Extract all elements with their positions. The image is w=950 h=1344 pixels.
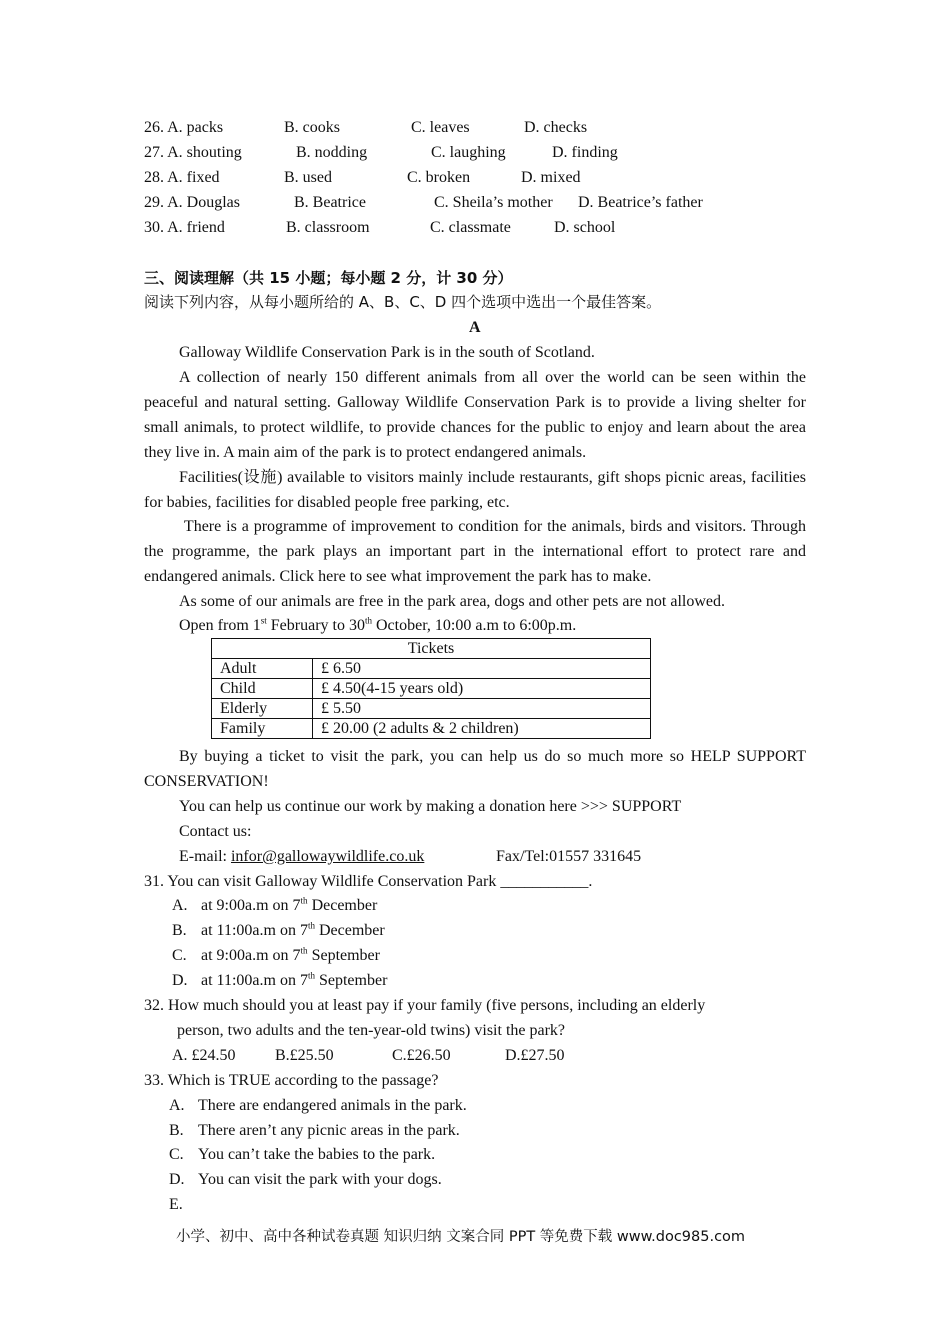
option-text: You can’t take the babies to the park.	[198, 1146, 436, 1163]
ticket-price: £ 20.00 (2 adults & 2 children)	[313, 719, 651, 739]
table-row	[212, 699, 651, 719]
choice-30-a: 30. A. friend	[144, 219, 225, 236]
table-row	[212, 719, 651, 739]
question-32-option-a: A. £24.50	[172, 1047, 236, 1064]
passage-paragraph-facilities: Facilities(设施) available to visitors mainly include restaurants, gift shops picnic areas, facilities for babies, facilities for disabled people free parking, etc.	[144, 469, 806, 511]
choice-29-b: B. Beatrice	[294, 194, 366, 211]
email-line: E-mail: infor@gallowaywildlife.co.uk	[179, 848, 425, 865]
choice-29-d: D. Beatrice’s father	[578, 194, 703, 211]
option-text: You can visit the park with your dogs.	[198, 1171, 442, 1188]
ticket-type: Family	[212, 719, 313, 739]
passage-intro: Galloway Wildlife Conservation Park is in the south of Scotland.	[179, 344, 595, 361]
option-label: A.	[169, 1097, 185, 1114]
passage-paragraph-aim: A collection of nearly 150 different animals from all over the world can be seen within the peaceful and natural setting. Galloway Wildlife Conservation Park is to provide a living shelter for small animals, to protect wildlife, to provide chances for the public to enjoy and learn about the area they live in. A main aim of the park is to protect endangered animals.	[144, 369, 806, 461]
fax-tel: Fax/Tel:01557 331645	[496, 848, 642, 865]
ticket-type: Adult	[212, 659, 313, 679]
option-text: at 9:00a.m on 7th September	[201, 945, 380, 964]
question-32-option-d: D.£27.50	[505, 1047, 565, 1064]
choice-27-d: D. finding	[552, 144, 618, 161]
option-text: There are endangered animals in the park.	[198, 1097, 467, 1114]
question-31-stem: 31. You can visit Galloway Wildlife Conservation Park ___________.	[144, 873, 593, 890]
ticket-price: £ 5.50	[313, 699, 651, 719]
ticket-price: £ 6.50	[313, 659, 651, 679]
ticket-table-title: Tickets	[212, 639, 651, 659]
choice-29-c: C. Sheila’s mother	[434, 194, 553, 211]
choice-30-b: B. classroom	[286, 219, 370, 236]
question-32-option-b: B.£25.50	[275, 1047, 334, 1064]
choice-28-c: C. broken	[407, 169, 471, 186]
choice-27-b: B. nodding	[296, 144, 368, 161]
choice-28-b: B. used	[284, 169, 332, 186]
section-instruction: 阅读下列内容，从每小题所给的 A、B、C、D 四个选项中选出一个最佳答案。	[144, 293, 662, 311]
option-label: B.	[169, 1122, 184, 1139]
option-label: D.	[169, 1171, 185, 1188]
page-footer: 小学、初中、高中各种试卷真题 知识归纳 文案合同 PPT 等免费下载 www.doc985.com	[176, 1229, 746, 1245]
option-label: C.	[172, 947, 187, 964]
choice-26-c: C. leaves	[411, 119, 470, 136]
option-label: A.	[172, 897, 188, 914]
choice-26-d: D. checks	[524, 119, 588, 136]
ticket-table	[211, 638, 651, 739]
passage-paragraph-support: By buying a ticket to visit the park, you can help us do so much more so HELP SUPPORT CONSERVATION!	[144, 748, 806, 790]
choice-26-b: B. cooks	[284, 119, 340, 136]
passage-label: A	[469, 319, 481, 336]
contact-label: Contact us:	[179, 823, 252, 840]
option-text: at 11:00a.m on 7th September	[201, 970, 388, 989]
ticket-type: Elderly	[212, 699, 313, 719]
choice-30-d: D. school	[554, 219, 616, 236]
passage-paragraph-programme: There is a programme of improvement to condition for the animals, birds and visitors. Through the programme, the park plays an important part in the international effort to protect rare and endangered animals. Click here to see what improvement the park has to make.	[144, 518, 807, 585]
section-heading: 三、阅读理解（共 15 小题；每小题 2 分，计 30 分）	[144, 269, 513, 287]
passage-pets-rule: As some of our animals are free in the park area, dogs and other pets are not allowed.	[179, 593, 726, 610]
choice-27-c: C. laughing	[431, 144, 506, 161]
choice-26-a: 26. A. packs	[144, 119, 224, 136]
choice-29-a: 29. A. Douglas	[144, 194, 240, 211]
option-label: C.	[169, 1146, 184, 1163]
ticket-table-header	[212, 639, 651, 659]
option-label: E.	[169, 1196, 183, 1213]
question-33-stem: 33. Which is TRUE according to the passage?	[144, 1072, 439, 1089]
option-label: D.	[172, 972, 188, 989]
option-text: There aren’t any picnic areas in the park.	[198, 1122, 460, 1139]
ticket-type: Child	[212, 679, 313, 699]
option-text: at 11:00a.m on 7th December	[201, 920, 385, 939]
question-32-option-c: C.£26.50	[392, 1047, 451, 1064]
opening-hours: Open from 1st February to 30th October, 10:00 a.m to 6:00p.m.	[179, 615, 577, 634]
choice-27-a: 27. A. shouting	[144, 144, 242, 161]
question-32-stem: 32. How much should you at least pay if your family (five persons, including an elderly	[144, 997, 706, 1014]
option-text: at 9:00a.m on 7th December	[201, 895, 378, 914]
choice-28-a: 28. A. fixed	[144, 169, 220, 186]
table-row	[212, 679, 651, 699]
table-row	[212, 659, 651, 679]
choice-28-d: D. mixed	[521, 169, 581, 186]
question-32-stem-cont: person, two adults and the ten-year-old twins) visit the park?	[177, 1022, 566, 1039]
donation-line: You can help us continue our work by making a donation here >>> SUPPORT	[179, 798, 682, 815]
option-label: B.	[172, 922, 187, 939]
email-link[interactable]: infor@gallowaywildlife.co.uk	[230, 848, 425, 865]
ticket-price: £ 4.50(4-15 years old)	[313, 679, 651, 699]
choice-30-c: C. classmate	[430, 219, 511, 236]
